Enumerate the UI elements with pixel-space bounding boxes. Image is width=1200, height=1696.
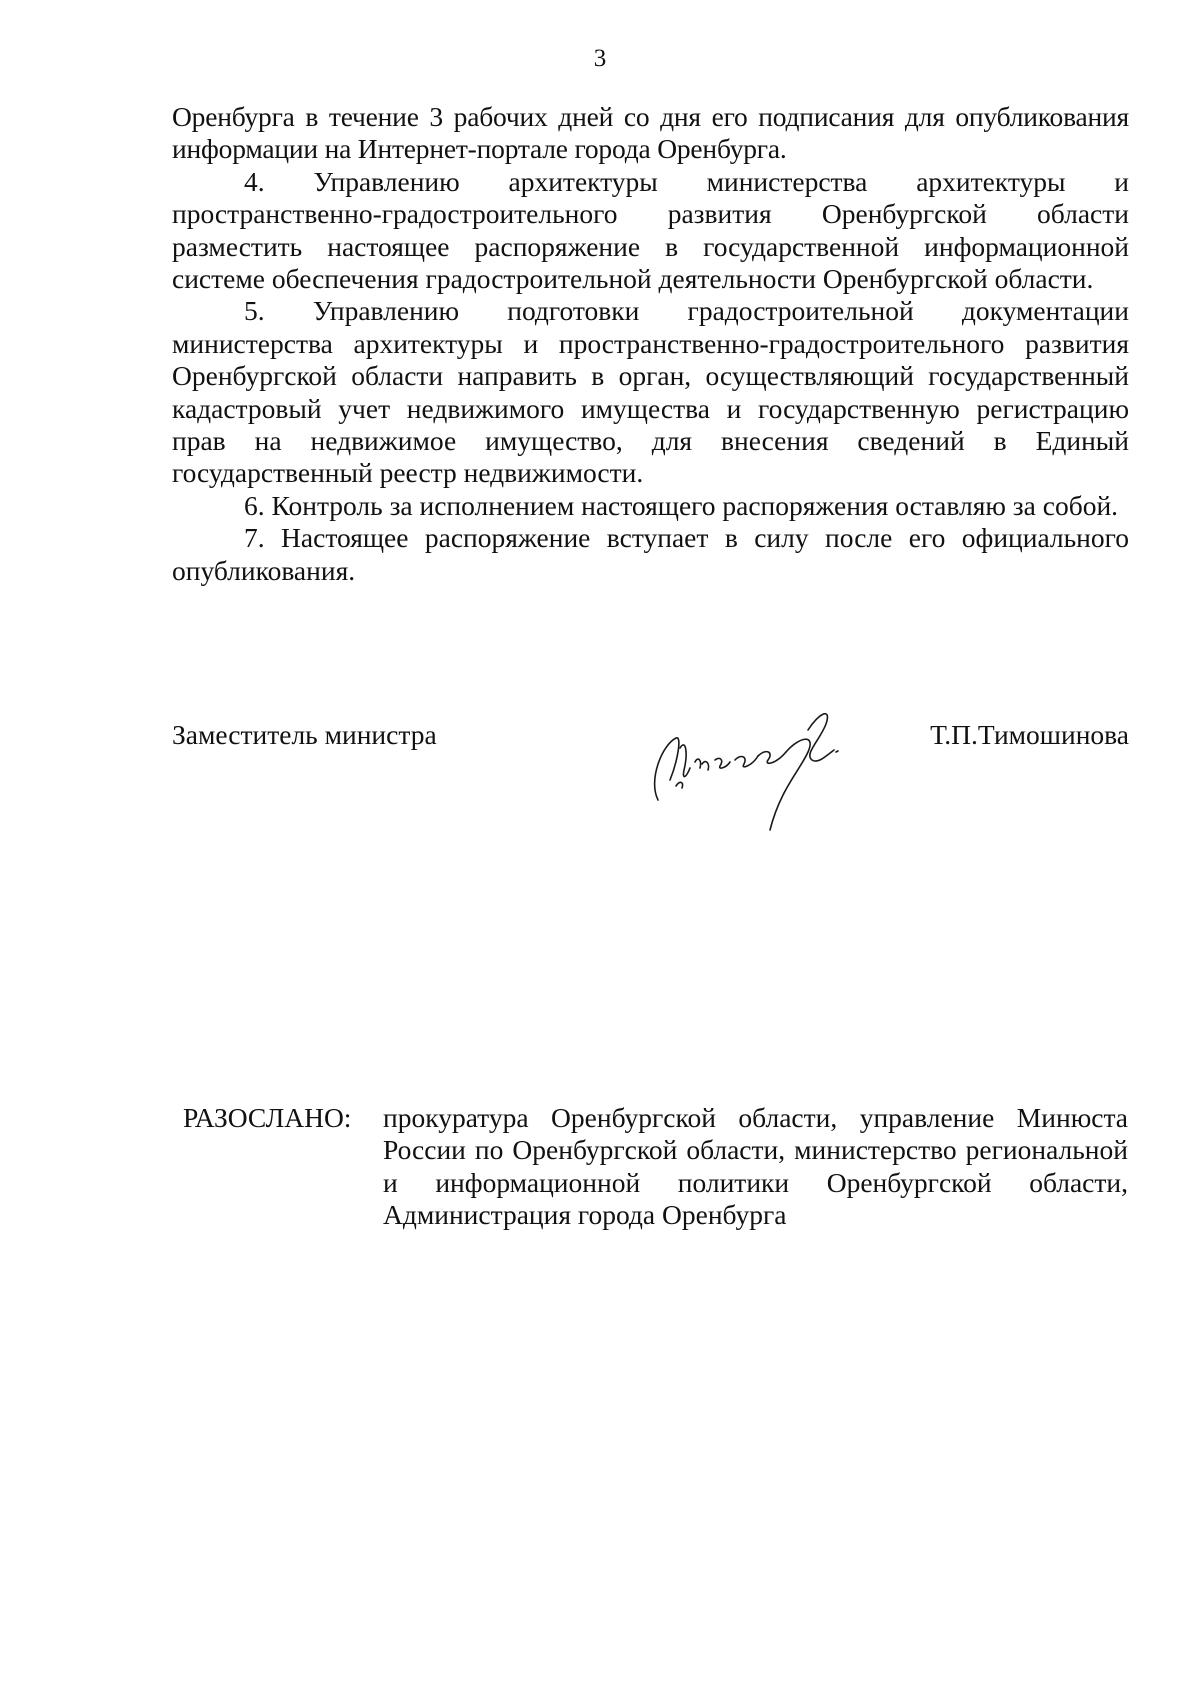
- document-body: [172, 101, 1129, 587]
- paragraph-item-6: 6. Контроль за исполнением настоящего распоряжения оставляю за собой.: [244, 489, 1119, 521]
- paragraph-item-4: 4. Управлению архитектуры министерства архитектуры и пространственно-градостроительного развития Оренбургской области разместить настоящее распоряжение в государственной информационной системе обеспечения градостроительной деятельности Оренбургской области.: [172, 165, 1129, 295]
- handwritten-signature: [640, 690, 910, 840]
- paragraph-item-7: 7. Настоящее распоряжение вступает в силу после его официального опубликования.: [172, 522, 1129, 586]
- signatory-name: Т.П.Тимошинова: [930, 719, 1129, 750]
- paragraph-continuation: Оренбурга в течение 3 рабочих дней со дня его подписания для опубликования информации на Интернет-портале города Оренбурга.: [172, 101, 1129, 165]
- distribution-label: РАЗОСЛАНО:: [183, 1102, 352, 1133]
- paragraph-item-5: 5. Управлению подготовки градостроительной документации министерства архитектуры и пространственно-градостроительного развития Оренбургской области направить в орган, осуществляющий государственный кадастровый учет недвижимого имущества и государственную регистрацию прав на недвижимое имущество, для внесения сведений в Единый государственный реестр недвижимости.: [172, 295, 1129, 489]
- page-number: 3: [593, 45, 607, 72]
- distribution-list: прокуратура Оренбургской области, управление Минюста России по Оренбургской области, министерство региональной и информационной политики Оренбургской области, Администрация города Оренбурга: [383, 1102, 1128, 1231]
- signatory-position: Заместитель министра: [172, 719, 437, 750]
